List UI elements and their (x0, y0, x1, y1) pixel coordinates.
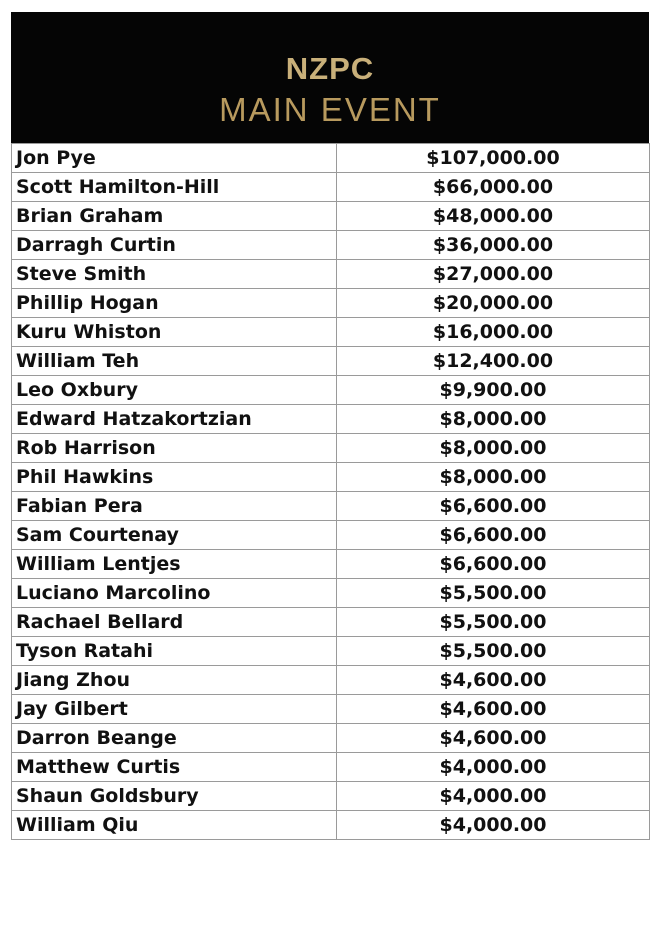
player-name-cell: Darragh Curtin (12, 231, 337, 260)
prize-amount-cell: $4,600.00 (337, 724, 650, 753)
prize-amount-cell: $36,000.00 (337, 231, 650, 260)
player-name-cell: Shaun Goldsbury (12, 782, 337, 811)
prize-amount-cell: $12,400.00 (337, 347, 650, 376)
player-name-cell: Jon Pye (12, 144, 337, 173)
prize-amount-cell: $107,000.00 (337, 144, 650, 173)
prize-amount-cell: $8,000.00 (337, 434, 650, 463)
player-name-cell: William Qiu (12, 811, 337, 840)
player-name-cell: Leo Oxbury (12, 376, 337, 405)
event-banner (11, 12, 649, 143)
player-name-cell: Steve Smith (12, 260, 337, 289)
prize-amount-cell: $6,600.00 (337, 550, 650, 579)
payout-table (11, 143, 650, 840)
table-row (12, 521, 650, 550)
prize-amount-cell: $4,600.00 (337, 695, 650, 724)
player-name-cell: Jay Gilbert (12, 695, 337, 724)
player-name-cell: Scott Hamilton-Hill (12, 173, 337, 202)
player-name-cell: William Lentjes (12, 550, 337, 579)
table-row (12, 260, 650, 289)
event-title: MAIN EVENT (219, 91, 441, 128)
table-row (12, 376, 650, 405)
table-row (12, 231, 650, 260)
prize-amount-cell: $4,000.00 (337, 811, 650, 840)
prize-amount-cell: $27,000.00 (337, 260, 650, 289)
table-row (12, 811, 650, 840)
table-row (12, 724, 650, 753)
player-name-cell: Tyson Ratahi (12, 637, 337, 666)
table-row (12, 608, 650, 637)
table-row (12, 463, 650, 492)
table-row (12, 550, 650, 579)
player-name-cell: William Teh (12, 347, 337, 376)
prize-amount-cell: $4,600.00 (337, 666, 650, 695)
player-name-cell: Brian Graham (12, 202, 337, 231)
table-row (12, 666, 650, 695)
player-name-cell: Jiang Zhou (12, 666, 337, 695)
prize-amount-cell: $8,000.00 (337, 463, 650, 492)
table-row (12, 579, 650, 608)
prize-amount-cell: $20,000.00 (337, 289, 650, 318)
table-row (12, 289, 650, 318)
player-name-cell: Fabian Pera (12, 492, 337, 521)
player-name-cell: Luciano Marcolino (12, 579, 337, 608)
prize-amount-cell: $6,600.00 (337, 521, 650, 550)
prize-amount-cell: $4,000.00 (337, 753, 650, 782)
player-name-cell: Rachael Bellard (12, 608, 337, 637)
prize-amount-cell: $48,000.00 (337, 202, 650, 231)
prize-amount-cell: $5,500.00 (337, 637, 650, 666)
table-row (12, 405, 650, 434)
prize-amount-cell: $8,000.00 (337, 405, 650, 434)
table-row (12, 173, 650, 202)
table-row (12, 753, 650, 782)
player-name-cell: Sam Courtenay (12, 521, 337, 550)
table-row (12, 782, 650, 811)
player-name-cell: Phillip Hogan (12, 289, 337, 318)
prize-amount-cell: $66,000.00 (337, 173, 650, 202)
prize-amount-cell: $5,500.00 (337, 579, 650, 608)
table-row (12, 695, 650, 724)
prize-amount-cell: $5,500.00 (337, 608, 650, 637)
table-row (12, 637, 650, 666)
player-name-cell: Edward Hatzakortzian (12, 405, 337, 434)
prize-amount-cell: $16,000.00 (337, 318, 650, 347)
table-row (12, 434, 650, 463)
table-row (12, 202, 650, 231)
player-name-cell: Darron Beange (12, 724, 337, 753)
table-row (12, 347, 650, 376)
table-row (12, 318, 650, 347)
player-name-cell: Kuru Whiston (12, 318, 337, 347)
player-name-cell: Matthew Curtis (12, 753, 337, 782)
table-row (12, 144, 650, 173)
player-name-cell: Phil Hawkins (12, 463, 337, 492)
player-name-cell: Rob Harrison (12, 434, 337, 463)
brand-logo-text: NZPC (285, 51, 375, 86)
prize-amount-cell: $4,000.00 (337, 782, 650, 811)
prize-amount-cell: $6,600.00 (337, 492, 650, 521)
prize-amount-cell: $9,900.00 (337, 376, 650, 405)
table-row (12, 492, 650, 521)
payout-table-body (12, 144, 650, 840)
